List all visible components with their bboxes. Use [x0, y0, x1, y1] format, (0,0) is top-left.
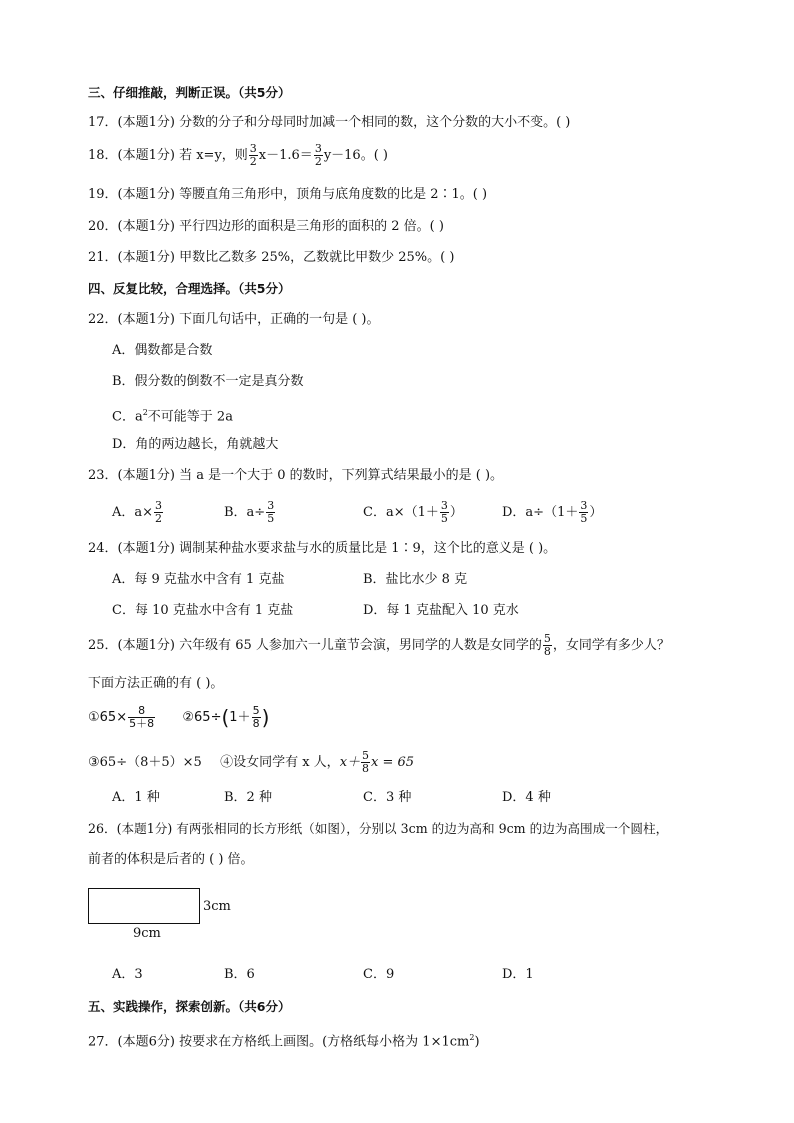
q22-option-c[interactable]: C．$a^2$不可能等于 2a — [112, 408, 233, 425]
q18-text-pre: 18．(本题1分) 若 x=y，则 — [88, 148, 248, 163]
question-23-stem: 23．(本题1分) 当 a 是一个大于 0 的数时，下列算式结果最小的是 ( )。 — [88, 468, 504, 483]
question-25-stem: 25．(本题1分) 六年级有 65 人参加六一儿童节会演，男同学的人数是女同学的 $\frac{5}{8}$ ，女同学有多少人？ — [88, 632, 670, 658]
question-18 — [88, 143, 388, 168]
q26-option-a[interactable]: A．3 — [112, 967, 143, 982]
q25-option-b[interactable]: B．2 种 — [224, 790, 272, 805]
q24-option-c[interactable]: C．每 10 克盐水中含有 1 克盐 — [112, 603, 294, 618]
q24-option-b[interactable]: B．盐比水少 8 克 — [363, 572, 468, 587]
question-27: 27．(本题6分) 按要求在方格纸上画图。(方格纸每小格为 $1\times 1cm^2$) — [88, 1033, 480, 1050]
question-17: 17．(本题1分) 分数的分子和分母同时加减一个相同的数，这个分数的大小不变。( ) — [88, 115, 571, 130]
question-19: 19．(本题1分) 等腰直角三角形中，顶角与底角度数的比是 2∶1。( ) — [88, 187, 488, 202]
q18-text-post: y－16。( ) — [323, 148, 388, 163]
q26-option-d[interactable]: D．1 — [502, 967, 534, 982]
question-25-line2: 下面方法正确的有 ( )。 — [88, 676, 224, 691]
q25-fraction: $\frac{5}{8}$ — [543, 632, 551, 658]
section-4-heading: 四、反复比较，合理选择。（共5分） — [88, 281, 291, 296]
q22-option-b[interactable]: B．假分数的倒数不一定是真分数 — [112, 374, 304, 389]
q24-option-a[interactable]: A．每 9 克盐水中含有 1 克盐 — [112, 572, 285, 587]
q18-fraction-2: $\frac{3}{2}$ — [314, 142, 322, 168]
question-22-stem: 22．(本题1分) 下面几句话中，正确的一句是 ( )。 — [88, 312, 380, 327]
q18-fraction-1: $\frac{3}{2}$ — [249, 142, 257, 168]
question-20: 20．(本题1分) 平行四边形的面积是三角形的面积的 2 倍。( ) — [88, 219, 444, 234]
section-3-heading: 三、仔细推敲，判断正误。（共5分） — [88, 85, 291, 100]
section-5-heading: 五、实践操作，探索创新。（共6分） — [88, 999, 291, 1014]
q25-method-1-2: ①65× $\frac{8}{5+8}$ ②65÷(1＋ $\frac{5}{8}$ ) — [88, 704, 270, 730]
rectangle-figure — [88, 888, 200, 924]
q26-option-b[interactable]: B．6 — [224, 967, 255, 982]
question-26-line2: 前者的体积是后者的 ( ) 倍。 — [88, 852, 254, 867]
q24-option-d[interactable]: D．每 1 克盐配入 10 克水 — [363, 603, 519, 618]
q25-option-c[interactable]: C．3 种 — [363, 790, 412, 805]
q22-option-d[interactable]: D．角的两边越长，角就越大 — [112, 437, 279, 452]
question-24-stem: 24．(本题1分) 调制某种盐水要求盐与水的质量比是 1∶9，这个比的意义是 ( )。 — [88, 541, 557, 556]
q23-option-c[interactable]: C．a×（1＋ $\frac{3}{5}$ ） — [363, 499, 463, 525]
q23-option-a[interactable]: A．a× $\frac{3}{2}$ — [112, 499, 163, 525]
q23-option-d[interactable]: D．a÷（1＋ $\frac{3}{5}$ ） — [502, 499, 603, 525]
q25-method-3-4: ③65÷（8＋5）×5 ④设女同学有 x 人，x＋ $\frac{5}{8}$ x = 65 — [88, 749, 415, 775]
q18-text-mid: x－1.6＝ — [258, 148, 313, 163]
rectangle-width-label: 9cm — [133, 926, 161, 941]
question-21: 21．(本题1分) 甲数比乙数多 25%，乙数就比甲数少 25%。( ) — [88, 250, 455, 265]
q25-option-d[interactable]: D．4 种 — [502, 790, 551, 805]
rectangle-height-label: 3cm — [203, 899, 231, 914]
q22-option-a[interactable]: A．偶数都是合数 — [112, 343, 213, 358]
question-26-line1: 26．(本题1分) 有两张相同的长方形纸（如图），分别以 3cm 的边为高和 9cm 的边为高围成一个圆柱， — [88, 821, 669, 836]
q23-option-b[interactable]: B．a÷ $\frac{3}{5}$ — [224, 499, 275, 525]
q25-option-a[interactable]: A．1 种 — [112, 790, 160, 805]
q26-option-c[interactable]: C．9 — [363, 967, 395, 982]
